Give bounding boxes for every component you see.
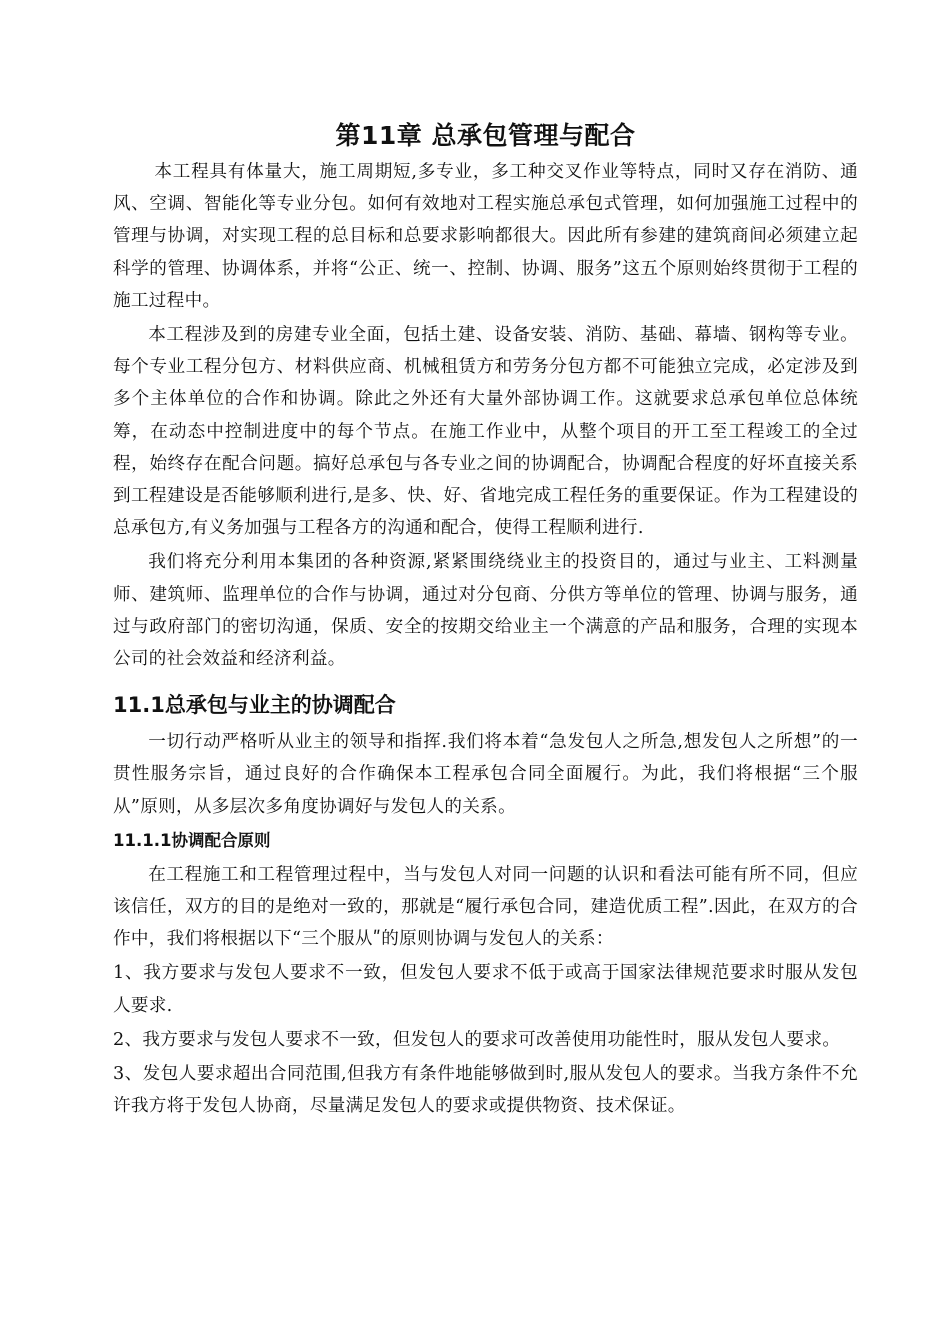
document-page bbox=[113, 118, 858, 1122]
list-item-3: 3、发包人要求超出合同范围,但我方有条件地能够做到时,服从发包人的要求。当我方条件不允许我方将于发包人协商，尽量满足发包人的要求或提供物资、技术保证。 bbox=[113, 1064, 858, 1117]
intro-paragraph-3: 我们将充分利用本集团的各种资源,紧紧围绕绕业主的投资目的，通过与业主、工料测量师、建筑师、监理单位的合作与协调，通过对分包商、分供方等单位的管理、协调与服务，通过与政府部门的密切沟通，保质、安全的按期交给业主一个满意的产品和服务，合理的实现本公司的社会效益和经济利益。 bbox=[113, 552, 858, 670]
chapter-title: 第11章 总承包管理与配合 bbox=[335, 121, 636, 150]
list-item-1: 1、我方要求与发包人要求不一致，但发包人要求不低于或高于国家法律规范要求时服从发包人要求. bbox=[113, 963, 858, 1016]
subsection-paragraph: 在工程施工和工程管理过程中，当与发包人对同一问题的认识和看法可能有所不同，但应该信任，双方的目的是绝对一致的，那就是“履行承包合同，建造优质工程”.因此，在双方的合作中，我们将根据以下“三个服从ʺ的原则协调与发包人的关系： bbox=[113, 864, 858, 950]
section-title: 11.1总承包与业主的协调配合 bbox=[113, 693, 396, 718]
list-item-2: 2、我方要求与发包人要求不一致，但发包人的要求可改善使用功能性时，服从发包人要求。 bbox=[113, 1029, 841, 1050]
section-paragraph: 一切行动严格听从业主的领导和指挥.我们将本着“急发包人之所急,想发包人之所想”的一贯性服务宗旨，通过良好的合作确保本工程承包合同全面履行。为此，我们将根据“三个服从”原则，从多层次多角度协调好与发包人的关系。 bbox=[113, 732, 858, 817]
intro-paragraph-1: 本工程具有体量大，施工周期短,多专业，多工种交叉作业等特点，同时又存在消防、通风、空调、智能化等专业分包。如何有效地对工程实施总承包式管理，如何加强施工过程中的管理与协调，对实现工程的总目标和总要求影响都很大。因此所有参建的建筑商间必须建立起科学的管理、协调体系，并将“公正、统一、控制、协调、服务”这五个原则始终贯彻于工程的施工过程中。 bbox=[113, 162, 858, 311]
subsection-title: 11.1.1协调配合原则 bbox=[113, 830, 271, 850]
intro-paragraph-2: 本工程涉及到的房建专业全面，包括土建、设备安装、消防、基础、幕墙、钢构等专业。每个专业工程分包方、材料供应商、机械租赁方和劳务分包方都不可能独立完成，必定涉及到多个主体单位的合作和协调。除此之外还有大量外部协调工作。这就要求总承包单位总体统筹，在动态中控制进度中的每个节点。在施工作业中，从整个项目的开工至工程竣工的全过程，始终存在配合问题。搞好总承包与各专业之间的协调配合，协调配合程度的好坏直接关系到工程建设是否能够顺利进行,是多、快、好、省地完成工程任务的重要保证。作为工程建设的总承包方,有义务加强与工程各方的沟通和配合，使得工程顺利进行. bbox=[113, 325, 858, 539]
